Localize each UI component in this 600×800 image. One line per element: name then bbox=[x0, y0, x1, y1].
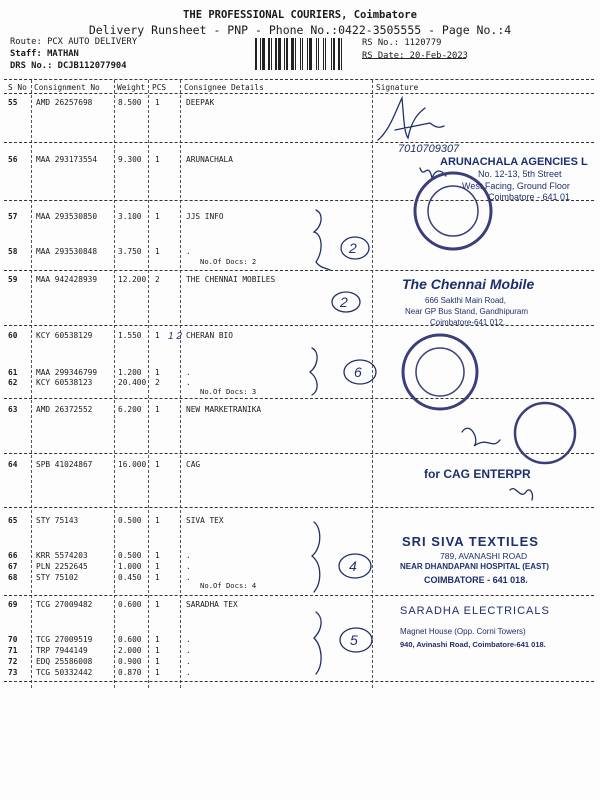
stamp-line: 789, AVANASHI ROAD bbox=[440, 551, 528, 561]
row-sno: 64 bbox=[8, 460, 18, 469]
document-title: THE PROFESSIONAL COURIERS, Coimbatore bbox=[183, 9, 417, 21]
weight: 0.450 bbox=[118, 573, 142, 582]
pcs: 1 bbox=[155, 562, 160, 571]
circle-mark bbox=[332, 292, 360, 312]
rs-no-value: 1120779 bbox=[404, 38, 442, 48]
col-signature: Signature bbox=[376, 83, 419, 92]
weight: 6.200 bbox=[118, 405, 142, 414]
stamp-line: Near GP Bus Stand, Gandhipuram bbox=[405, 307, 529, 316]
weight: 9.300 bbox=[118, 155, 142, 164]
consignment-no: TCG 50332442 bbox=[36, 668, 93, 677]
rs-date-label: RS Date: bbox=[362, 51, 405, 61]
consignee-name: . bbox=[186, 657, 191, 666]
group-mark-number: 2 bbox=[340, 294, 348, 310]
table-row bbox=[0, 405, 600, 416]
barcode-bar bbox=[289, 38, 290, 70]
header-rule-bottom bbox=[4, 93, 594, 94]
doc-count: No.Of Docs: 2 bbox=[200, 257, 257, 266]
consignee-name: NEW MARKETRANIKA bbox=[186, 405, 262, 414]
consignee-name: . bbox=[186, 551, 191, 560]
row-sno: 70 bbox=[8, 635, 18, 644]
col-weight: Weight bbox=[117, 83, 146, 92]
group-rule bbox=[4, 595, 594, 596]
pcs: 1 bbox=[155, 405, 160, 414]
stamp-line: West Facing, Ground Floor bbox=[462, 181, 570, 191]
consignment-no: KCY 60538123 bbox=[36, 378, 93, 387]
barcode-bar bbox=[318, 38, 319, 70]
weight: 12.200 bbox=[118, 275, 147, 284]
consignee-name: . bbox=[186, 368, 191, 377]
consignment-no: MAA 299346799 bbox=[36, 368, 98, 377]
weight: 16.000 bbox=[118, 460, 147, 469]
stamp-line: SRI SIVA TEXTILES bbox=[402, 534, 539, 549]
barcode-bar bbox=[325, 38, 326, 70]
pcs: 1 bbox=[155, 600, 160, 609]
group-rule bbox=[4, 507, 594, 508]
barcode-bar bbox=[333, 38, 335, 70]
stamp-line: for CAG ENTERPR bbox=[424, 467, 531, 481]
pcs: 1 bbox=[155, 657, 160, 666]
drs-label: DRS No.: bbox=[10, 61, 53, 71]
consignment-no: PLN 2252645 bbox=[36, 562, 88, 571]
row-sno: 69 bbox=[8, 600, 18, 609]
barcode-bar bbox=[300, 38, 301, 70]
consignment-no: AMD 26372552 bbox=[36, 405, 93, 414]
barcode-bar bbox=[313, 38, 315, 70]
group-rule bbox=[4, 453, 594, 454]
barcode-bar bbox=[309, 38, 312, 70]
consignee-name: SARADHA TEX bbox=[186, 600, 238, 609]
barcode-bar bbox=[304, 38, 306, 70]
barcode-bar bbox=[307, 38, 308, 70]
weight: 3.750 bbox=[118, 247, 142, 256]
consignee-name: CAG bbox=[186, 460, 201, 469]
consignment-no: TRP 7944149 bbox=[36, 646, 88, 655]
consignment-no: STY 75102 bbox=[36, 573, 79, 582]
stamp-line: Magnet House (Opp. Corni Towers) bbox=[400, 627, 526, 636]
pcs: 1 bbox=[155, 635, 160, 644]
barcode-bar bbox=[331, 38, 332, 70]
barcode-bar bbox=[297, 38, 299, 70]
table-row bbox=[0, 212, 600, 223]
signature-mark bbox=[420, 168, 446, 178]
pcs: 1 bbox=[155, 668, 160, 677]
drs-value: DCJB112077904 bbox=[57, 61, 127, 71]
staff-value: MATHAN bbox=[47, 49, 79, 59]
weight: 8.500 bbox=[118, 98, 142, 107]
barcode-bar bbox=[266, 38, 267, 70]
pcs: 1 bbox=[155, 551, 160, 560]
consignment-no: STY 75143 bbox=[36, 516, 79, 525]
consignment-no: TCG 27009519 bbox=[36, 635, 93, 644]
staff-line bbox=[10, 49, 79, 59]
row-sno: 58 bbox=[8, 247, 18, 256]
row-sno: 65 bbox=[8, 516, 18, 525]
barcode-bar bbox=[286, 38, 288, 70]
weight: 0.600 bbox=[118, 600, 142, 609]
consignee-name: DEEPAK bbox=[186, 98, 215, 107]
consignment-no: KRR 5574203 bbox=[36, 551, 88, 560]
barcode-bar bbox=[336, 38, 337, 70]
table-row bbox=[0, 668, 600, 679]
weight: 0.500 bbox=[118, 551, 142, 560]
barcode-bar bbox=[343, 38, 344, 70]
consignee-name: . bbox=[186, 646, 191, 655]
barcode-bar bbox=[278, 38, 281, 70]
consignment-no: MAA 293530848 bbox=[36, 247, 98, 256]
consignee-name: . bbox=[186, 573, 191, 582]
pcs: 2 bbox=[155, 275, 160, 284]
doc-count: No.Of Docs: 3 bbox=[200, 387, 257, 396]
barcode-bar bbox=[295, 38, 296, 70]
consignee-name: . bbox=[186, 562, 191, 571]
table-row bbox=[0, 247, 600, 258]
route-line bbox=[10, 37, 137, 47]
stamp-line: Coimbatore - 641 01 bbox=[488, 192, 571, 202]
route-value: PCX AUTO DELIVERY bbox=[47, 37, 138, 47]
weight: 0.900 bbox=[118, 657, 142, 666]
row-sno: 63 bbox=[8, 405, 18, 414]
row-sno: 73 bbox=[8, 668, 18, 677]
weight: 1.550 bbox=[118, 331, 142, 340]
barcode-bar bbox=[255, 38, 257, 70]
barcode-bar bbox=[341, 38, 342, 70]
pcs: 1 bbox=[155, 646, 160, 655]
row-sno: 61 bbox=[8, 368, 18, 377]
row-sno: 67 bbox=[8, 562, 18, 571]
group-mark-number: 5 bbox=[350, 632, 358, 648]
weight: 20.400 bbox=[118, 378, 147, 387]
stamp-line: No. 12-13, 5th Street bbox=[478, 169, 562, 179]
barcode-bar bbox=[273, 38, 274, 70]
table-row bbox=[0, 378, 600, 389]
pcs: 1 bbox=[155, 155, 160, 164]
row-sno: 68 bbox=[8, 573, 18, 582]
consignment-no: EDQ 25586008 bbox=[36, 657, 93, 666]
stamp-line: SARADHA ELECTRICALS bbox=[400, 605, 550, 617]
rs-no-label: RS No.: bbox=[362, 38, 400, 48]
consignment-no: TCG 27009482 bbox=[36, 600, 93, 609]
pcs: 1 bbox=[155, 460, 160, 469]
group-rule bbox=[4, 270, 594, 271]
consignment-no: MAA 293530850 bbox=[36, 212, 98, 221]
pcs: 1 bbox=[155, 368, 160, 377]
row-sno: 66 bbox=[8, 551, 18, 560]
staff-label: Staff: bbox=[10, 49, 42, 59]
weight: 0.870 bbox=[118, 668, 142, 677]
weight: 1.200 bbox=[118, 368, 142, 377]
rs-no-line bbox=[362, 38, 441, 48]
consignee-name: . bbox=[186, 378, 191, 387]
barcode-bar bbox=[260, 38, 261, 70]
stamp-line: 666 Sakthi Main Road, bbox=[425, 296, 506, 305]
consignee-name: SIVA TEX bbox=[186, 516, 224, 525]
barcode-bar bbox=[268, 38, 270, 70]
header-rule-top bbox=[4, 79, 594, 80]
drs-line bbox=[10, 61, 127, 71]
barcode-bar bbox=[316, 38, 317, 70]
pcs: 1 bbox=[155, 212, 160, 221]
consignee-name: . bbox=[186, 635, 191, 644]
pcs: 1 bbox=[155, 516, 160, 525]
stamp-line: COIMBATORE - 641 018. bbox=[424, 575, 528, 585]
barcode-bar bbox=[284, 38, 285, 70]
col-consignee: Consignee Details bbox=[184, 83, 264, 92]
table-row bbox=[0, 516, 600, 527]
group-mark-number: 4 bbox=[349, 558, 357, 574]
barcode-bar bbox=[302, 38, 303, 70]
consignment-no: SPB 41024867 bbox=[36, 460, 93, 469]
stamp-line: Coimbatore-641 012. bbox=[430, 318, 506, 327]
weight: 1.000 bbox=[118, 562, 142, 571]
group-mark-number: 2 bbox=[349, 240, 357, 256]
row-sno: 71 bbox=[8, 646, 18, 655]
signature-mark bbox=[462, 428, 500, 446]
consignee-name: . bbox=[186, 247, 191, 256]
col-pcs: PCS bbox=[152, 83, 167, 92]
consignee-name: THE CHENNAI MOBILES bbox=[186, 275, 276, 284]
table-row bbox=[0, 331, 600, 342]
pcs: 2 bbox=[155, 378, 160, 387]
group-rule bbox=[4, 398, 594, 399]
consignee-name: ARUNACHALA bbox=[186, 155, 233, 164]
pcs: 1 bbox=[155, 573, 160, 582]
row-sno: 62 bbox=[8, 378, 18, 387]
signature-phone-number: 7010709307 bbox=[398, 143, 460, 155]
barcode-bar bbox=[258, 38, 259, 70]
consignment-no: MAA 293173554 bbox=[36, 155, 98, 164]
consignment-no: MAA 942428939 bbox=[36, 275, 98, 284]
row-sno: 59 bbox=[8, 275, 18, 284]
barcode-bar bbox=[320, 38, 322, 70]
doc-count: No.Of Docs: 4 bbox=[200, 581, 257, 590]
weight: 0.500 bbox=[118, 516, 142, 525]
rs-date-strike bbox=[362, 58, 466, 59]
rs-date-value: 20-Feb-2023 bbox=[409, 51, 468, 61]
stamp-line: NEAR DHANDAPANI HOSPITAL (EAST) bbox=[400, 562, 549, 571]
row-sno: 56 bbox=[8, 155, 18, 164]
signature-mark bbox=[510, 489, 533, 500]
barcode-bar bbox=[275, 38, 277, 70]
table-row bbox=[0, 98, 600, 109]
barcode-bar bbox=[327, 38, 330, 70]
row-sno: 57 bbox=[8, 212, 18, 221]
barcode-bar bbox=[291, 38, 294, 70]
consignee-name: . bbox=[186, 668, 191, 677]
consignee-name: JJS INFO bbox=[186, 212, 224, 221]
stamp-line: The Chennai Mobile bbox=[402, 276, 535, 292]
pcs: 1 bbox=[155, 331, 160, 340]
barcode-bar bbox=[271, 38, 272, 70]
barcode bbox=[255, 38, 355, 70]
group-mark-number: 6 bbox=[354, 364, 362, 380]
pcs-handwritten-note: 1 2 bbox=[168, 331, 182, 342]
table-row bbox=[0, 657, 600, 668]
weight: 0.600 bbox=[118, 635, 142, 644]
document-subtitle: Delivery Runsheet - PNP - Phone No.:0422-3505555 - Page No.:4 bbox=[88, 23, 512, 37]
stamp-line: ARUNACHALA AGENCIES L bbox=[440, 156, 588, 168]
group-rule bbox=[4, 325, 594, 326]
stamp-line: 940, Avinashi Road, Coimbatore-641 018. bbox=[400, 640, 546, 649]
row-sno: 60 bbox=[8, 331, 18, 340]
group-rule bbox=[4, 681, 594, 682]
pcs: 1 bbox=[155, 247, 160, 256]
group-rule bbox=[4, 142, 594, 143]
barcode-bar bbox=[262, 38, 265, 70]
barcode-bar bbox=[323, 38, 324, 70]
barcode-bar bbox=[282, 38, 283, 70]
col-sno: S No bbox=[8, 83, 27, 92]
consignment-no: KCY 60538129 bbox=[36, 331, 93, 340]
route-label: Route: bbox=[10, 37, 42, 47]
pcs: 1 bbox=[155, 98, 160, 107]
rs-date-line bbox=[362, 51, 468, 61]
barcode-bar bbox=[338, 38, 340, 70]
weight: 3.100 bbox=[118, 212, 142, 221]
row-sno: 72 bbox=[8, 657, 18, 666]
weight: 2.000 bbox=[118, 646, 142, 655]
col-consignment: Consignment No bbox=[34, 83, 100, 92]
row-sno: 55 bbox=[8, 98, 18, 107]
consignment-no: AMD 26257698 bbox=[36, 98, 93, 107]
consignee-name: CHERAN BIO bbox=[186, 331, 233, 340]
